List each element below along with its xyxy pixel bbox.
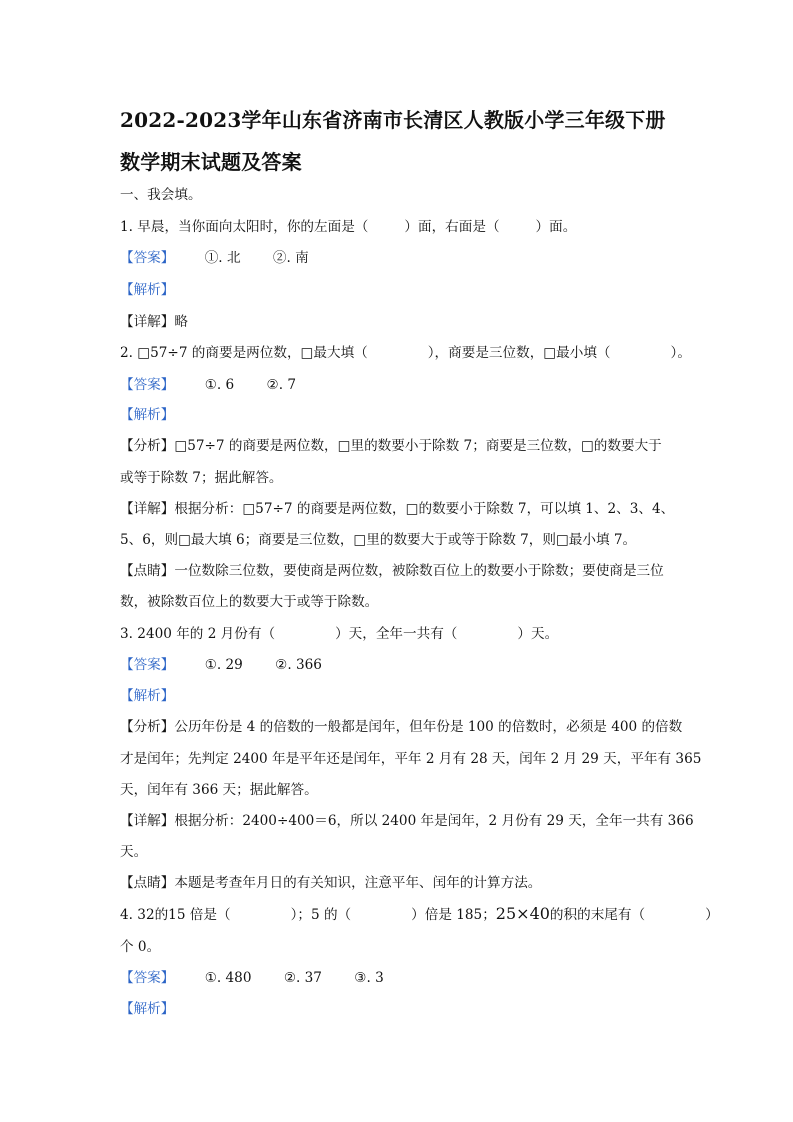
question-4 xyxy=(120,904,719,924)
dianjing-tag: 【点睛】 xyxy=(120,563,175,579)
answer-tag: 【答案】 xyxy=(120,377,175,393)
q3-detail-1 xyxy=(120,812,694,830)
q1-detail-text: 略 xyxy=(174,314,188,330)
q4-answer-3: ③. 3 xyxy=(354,970,384,986)
q2-text-a: 2. □57÷7 的商要是两位数，□最大填（ xyxy=(120,345,368,361)
q3-dianjing-text-1: 本题是考查年月日的有关知识，注意平年、闰年的计算方法。 xyxy=(174,875,542,891)
q1-answer-1: ①. 北 xyxy=(204,250,241,266)
doc-title-line1: 2022-2023学年山东省济南市长清区人教版小学三年级下册 xyxy=(120,108,666,132)
q2-dianjing-2: 数，被除数百位上的数要大于或等于除数。 xyxy=(120,594,379,610)
q2-dianjing-1 xyxy=(120,562,680,580)
answer-tag: 【答案】 xyxy=(120,970,175,986)
q4-text-c: ）倍是 185； xyxy=(411,907,496,923)
q4-text-d: 的积的末尾有（ xyxy=(549,907,646,923)
q3-dianjing-1 xyxy=(120,874,680,892)
q3-analysis-tag: 【解析】 xyxy=(120,688,175,704)
q2-detail-1 xyxy=(120,500,680,518)
q3-fenxi-2: 才是闰年；先判定 2400 年是平年还是闰年，平年 2 月有 28 天，闰年 2 月 29 天，平年有 365 xyxy=(120,751,702,767)
q2-fenxi-text-1: □57÷7 的商要是两位数，□里的数要小于除数 7；商要是三位数，□的数要大于 xyxy=(174,438,662,454)
q4-answer-2: ②. 37 xyxy=(283,970,322,986)
q2-fenxi-1 xyxy=(120,437,680,455)
dianjing-tag: 【点睛】 xyxy=(120,875,175,891)
q4-text-b: ）；5 的（ xyxy=(290,907,352,923)
q3-text-a: 3. 2400 年的 2 月份有（ xyxy=(120,626,276,642)
q2-detail-2: 5、6，则□最大填 6；商要是三位数，□里的数要大于或等于除数 7，则□最小填 7。 xyxy=(120,532,637,548)
q3-text-b: ）天，全年一共有（ xyxy=(335,626,458,642)
q4-answer xyxy=(120,969,680,987)
q1-text-b: ）面，右面是（ xyxy=(404,219,500,235)
q2-answer-2: ②. 7 xyxy=(266,377,296,393)
section-heading: 一、我会填。 xyxy=(120,187,202,203)
q2-text-c: ）。 xyxy=(670,345,691,361)
q2-detail-text-1: 根据分析：□57÷7 的商要是两位数，□的数要小于除数 7，可以填 1、2、3、4、 xyxy=(174,501,675,517)
question-1 xyxy=(120,218,680,236)
q4-expression: 25×40 xyxy=(495,904,550,923)
q3-fenxi-3: 天，闰年有 366 天；据此解答。 xyxy=(120,782,318,798)
q3-fenxi-text-1: 公历年份是 4 的倍数的一般都是闰年，但年份是 100 的倍数时，必须是 400 的倍数 xyxy=(174,719,683,735)
q4-text-a: 4. 32的15 倍是（ xyxy=(120,907,231,923)
q3-text-c: ）天。 xyxy=(517,626,559,642)
q3-answer-2: ②. 366 xyxy=(275,657,322,673)
answer-tag: 【答案】 xyxy=(120,657,175,673)
answer-tag: 【答案】 xyxy=(120,250,175,266)
q3-fenxi-1 xyxy=(120,718,683,736)
q2-fenxi-2: 或等于除数 7；据此解答。 xyxy=(120,470,283,486)
q1-answer xyxy=(120,249,680,267)
q1-analysis-tag: 【解析】 xyxy=(120,282,175,298)
q4-text-e: ） xyxy=(705,907,719,923)
q3-detail-text-1: 根据分析：2400÷400＝6，所以 2400 年是闰年，2 月份有 29 天，全年一共有 366 xyxy=(174,813,694,829)
question-3 xyxy=(120,625,680,643)
fenxi-tag: 【分析】 xyxy=(120,719,175,735)
q4-answer-1: ①. 480 xyxy=(204,970,252,986)
detail-tag: 【详解】 xyxy=(120,501,175,517)
question-2 xyxy=(120,344,691,362)
q2-dianjing-text-1: 一位数除三位数，要使商是两位数，被除数百位上的数要小于除数；要使商是三位 xyxy=(174,563,664,579)
q3-answer xyxy=(120,656,680,674)
q1-text-a: 1. 早晨，当你面向太阳时，你的左面是（ xyxy=(120,219,369,235)
q2-analysis-tag: 【解析】 xyxy=(120,407,175,423)
q4-analysis-tag: 【解析】 xyxy=(120,1001,175,1017)
q1-detail xyxy=(120,313,680,331)
q1-answer-2: ②. 南 xyxy=(272,250,309,266)
doc-title-line2: 数学期末试题及答案 xyxy=(120,150,302,174)
q1-text-c: ）面。 xyxy=(535,219,577,235)
q4-line2: 个 0。 xyxy=(120,939,161,955)
detail-tag: 【详解】 xyxy=(120,813,175,829)
q2-answer xyxy=(120,376,680,394)
detail-tag: 【详解】 xyxy=(120,314,175,330)
q2-text-b: ），商要是三位数，□最小填（ xyxy=(427,345,611,361)
fenxi-tag: 【分析】 xyxy=(120,438,175,454)
q2-answer-1: ①. 6 xyxy=(204,377,235,393)
q3-answer-1: ①. 29 xyxy=(204,657,243,673)
q3-detail-2: 天。 xyxy=(120,844,148,860)
